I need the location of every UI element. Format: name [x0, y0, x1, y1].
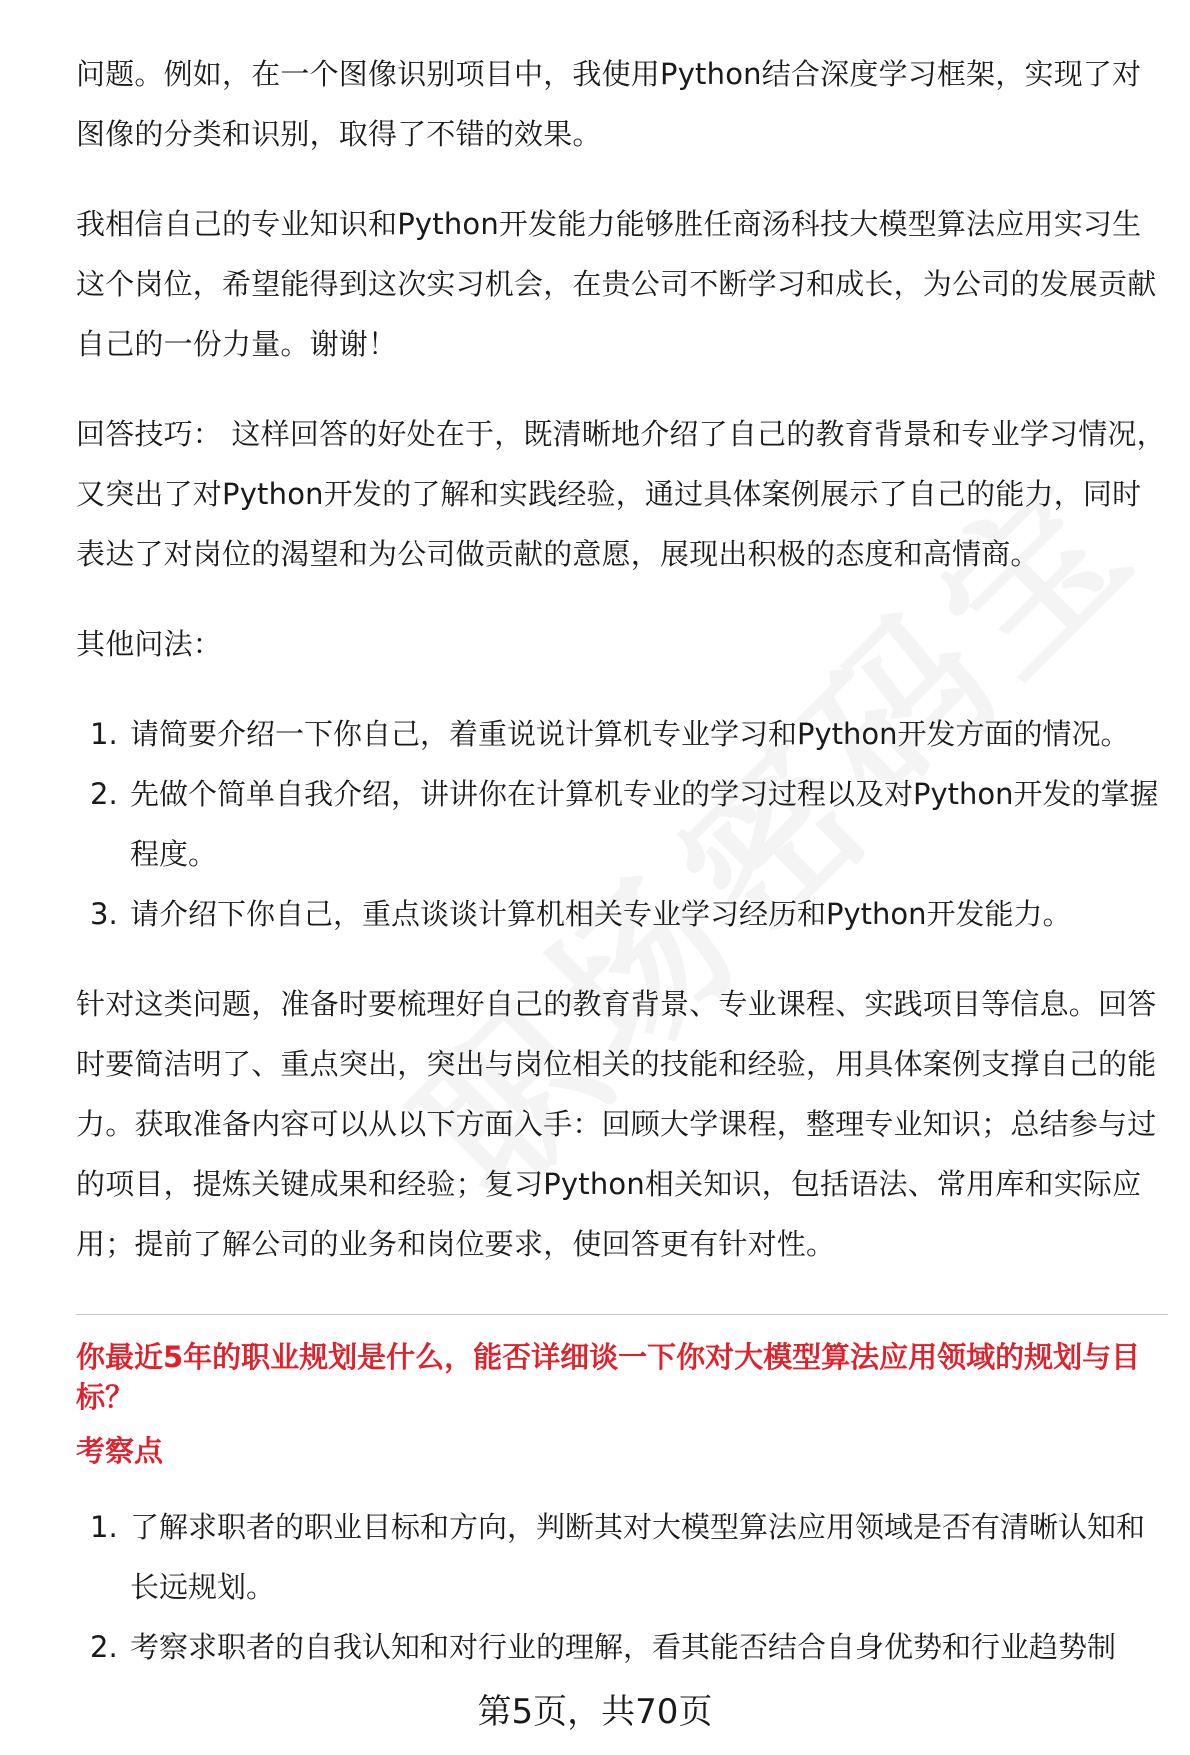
list-item-number: 3.: [90, 897, 118, 931]
list-item: [76, 1497, 1168, 1617]
list-item-text: 先做个简单自我介绍，讲讲你在计算机专业的学习过程以及对Python开发的掌握程度。: [130, 777, 1159, 871]
list-item: [76, 704, 1168, 764]
list-item-number: 2.: [90, 777, 118, 811]
list-item: [76, 884, 1168, 944]
list-item-text: 请简要介绍一下你自己，着重说说计算机专业学习和Python开发方面的情况。: [130, 717, 1130, 751]
paragraph-answer-tips: 回答技巧： 这样回答的好处在于，既清晰地介绍了自己的教育背景和专业学习情况，又突出了对Python开发的了解和实践经验，通过具体案例展示了自己的能力，同时表达了对岗位的渴望和为公司做贡献的意愿，展现出积极的态度和高情商。: [76, 417, 1166, 571]
list-item-text: 请介绍下你自己，重点谈谈计算机相关专业学习经历和Python开发能力。: [130, 897, 1072, 931]
exam-point-heading: 考察点: [76, 1434, 164, 1468]
other-questions-list: [76, 704, 1168, 944]
page-number-footer: 第5页，共70页: [477, 1692, 713, 1732]
page-content: [76, 44, 1168, 1677]
paragraph-project-example: 问题。例如，在一个图像识别项目中，我使用Python结合深度学习框架，实现了对图像的分类和识别，取得了不错的效果。: [76, 57, 1142, 151]
list-item-text: 了解求职者的职业目标和方向，判断其对大模型算法应用领域是否有清晰认知和长远规划。: [130, 1510, 1146, 1604]
list-item: [76, 764, 1168, 884]
list-item-number: 1.: [90, 1510, 118, 1544]
list-item-number: 2.: [90, 1630, 118, 1664]
list-item: [76, 1617, 1168, 1677]
list-item-number: 1.: [90, 717, 118, 751]
paragraph-preparation-advice: 针对这类问题，准备时要梳理好自己的教育背景、专业课程、实践项目等信息。回答时要简洁明了、重点突出，突出与岗位相关的技能和经验，用具体案例支撑自己的能力。获取准备内容可以从以下方面入手：回顾大学课程，整理专业知识；总结参与过的项目，提炼关键成果和经验；复习Python相关知识，包括语法、常用库和实际应用；提前了解公司的业务和岗位要求，使回答更有针对性。: [76, 987, 1157, 1261]
exam-points-list: [76, 1497, 1168, 1677]
paragraph-closing: 我相信自己的专业知识和Python开发能力能够胜任商汤科技大模型算法应用实习生这个岗位，希望能得到这次实习机会，在贵公司不断学习和成长，为公司的发展贡献自己的一份力量。谢谢！: [76, 207, 1157, 361]
question-heading: 你最近5年的职业规划是什么，能否详细谈一下你对大模型算法应用领域的规划与目标？: [76, 1340, 1141, 1414]
paragraph-other-ways-heading: 其他问法：: [76, 627, 223, 661]
list-item-text: 考察求职者的自我认知和对行业的理解，看其能否结合自身优势和行业趋势制: [130, 1630, 1117, 1664]
